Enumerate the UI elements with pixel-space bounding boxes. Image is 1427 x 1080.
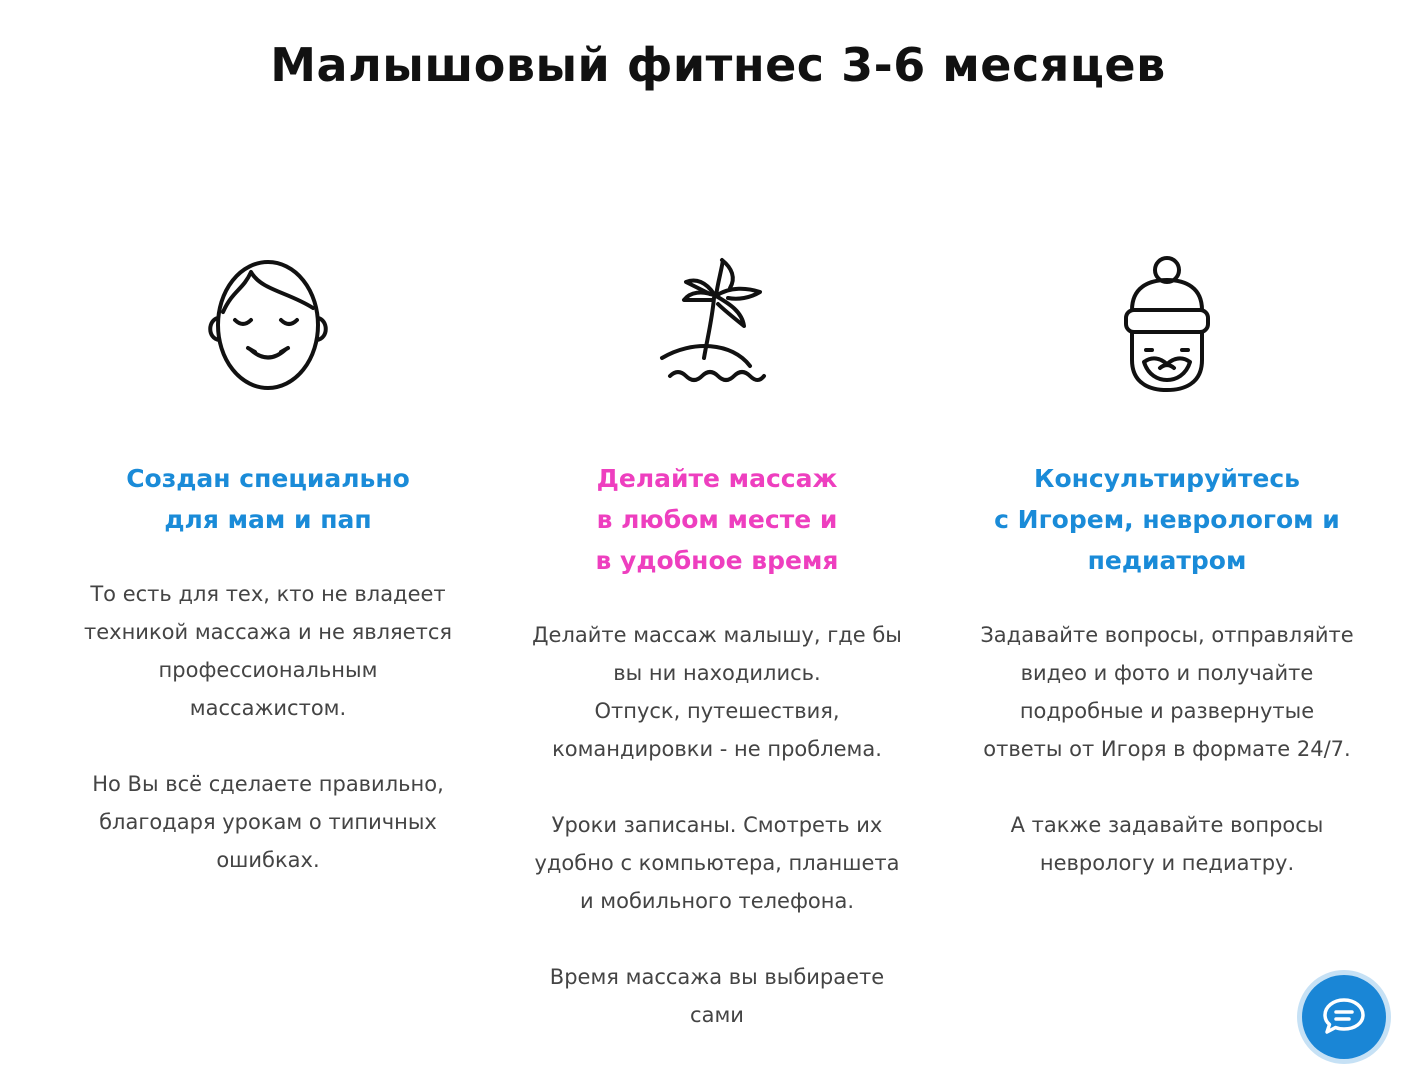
chat-bubble-icon: [1321, 996, 1367, 1038]
feature-heading: Делайте массаж в любом месте и в удобное время: [595, 464, 839, 575]
feature-description: Задавайте вопросы, отправляйте видео и фото и получайте подробные и развернутые ответы от Игоря в формате 24/7. А также задавайте вопросы неврологу и педиатру.: [980, 623, 1354, 875]
feature-heading: Консультируйтесь с Игорем, неврологом и педиатром: [994, 464, 1340, 575]
santa-face-icon: [1102, 250, 1232, 400]
feature-description: Делайте массаж малышу, где бы вы ни находились. Отпуск, путешествия, командировки - не проблема. Уроки записаны. Смотреть их удобно с компьютера, планшета и мобильного телефона. Время массажа вы выбираете сами: [532, 623, 902, 1027]
feature-description: То есть для тех, кто не владеет техникой массажа и не является профессиональным массажистом. Но Вы всё сделаете правильно, благодаря урокам о типичных ошибках.: [84, 582, 452, 872]
feature-heading: Создан специально для мам и пап: [126, 464, 410, 534]
chat-button[interactable]: [1302, 975, 1386, 1059]
smiling-face-icon: [203, 250, 333, 400]
page-title: Малышовый фитнес 3-6 месяцев: [270, 38, 1166, 92]
palm-island-icon: [652, 250, 782, 400]
